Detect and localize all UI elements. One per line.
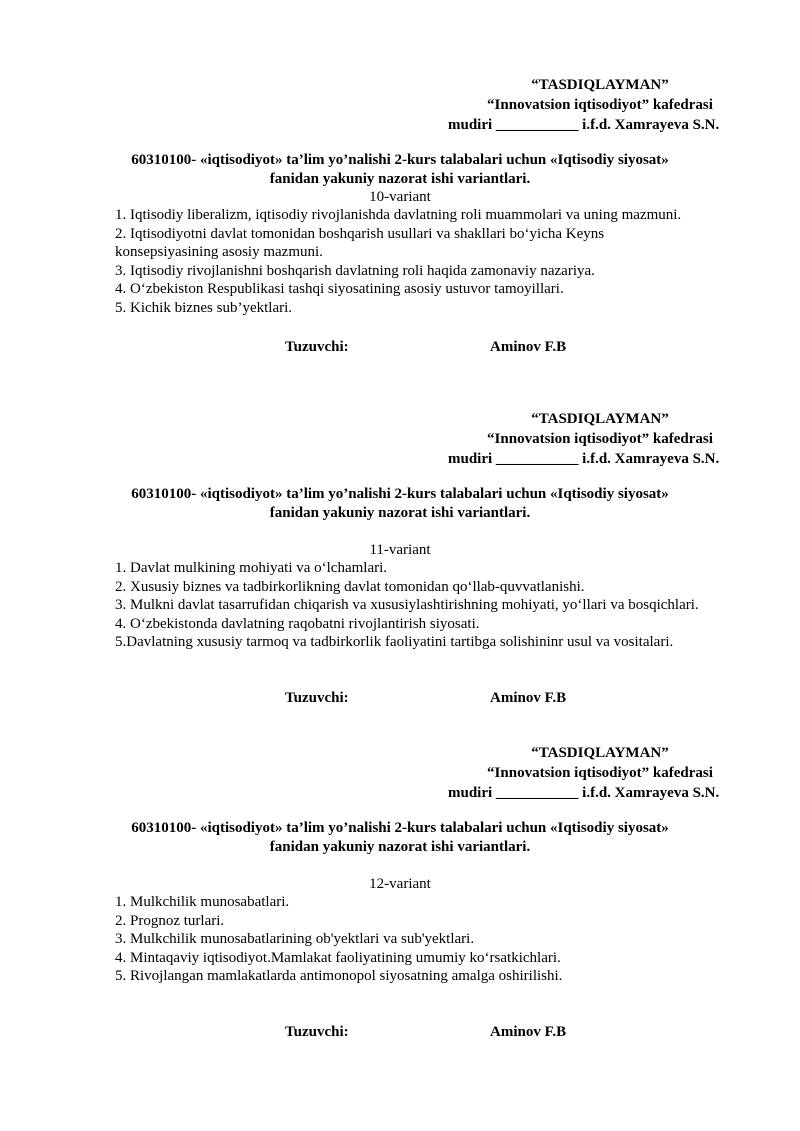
approval-block <box>420 409 780 469</box>
question-item: 4. Mintaqaviy iqtisodiyot.Mamlakat faoliyatining umumiy ko‘rsatkichlari. <box>115 949 561 966</box>
signer-role: Tuzuvchi: <box>285 690 349 706</box>
variant-label: 12-variant <box>369 876 431 892</box>
approval-head-signature: mudiri ___________ i.f.d. Xamrayeva S.N. <box>448 117 720 133</box>
approval-heading: “TASDIQLAYMAN” <box>531 77 669 93</box>
question-item: 5.Davlatning xususiy tarmoq va tadbirkorlik faoliyatini tartibga solishininr usul va vositalari. <box>115 634 674 650</box>
question-list <box>115 206 755 317</box>
question-item: 2. Iqtisodiyotni davlat tomonidan boshqarish usullari va shakllari bo‘yicha Keyns konsepsiyasining asosiy mazmuni. <box>115 225 605 260</box>
approval-head-signature: mudiri ___________ i.f.d. Xamrayeva S.N. <box>448 785 720 801</box>
variant-label: 10-variant <box>369 189 431 205</box>
question-item: 2. Xususiy biznes va tadbirkorlikning davlat tomonidan qo‘llab-quvvatlanishi. <box>115 578 585 595</box>
title-line-2: fanidan yakuniy nazorat ishi variantlari. <box>269 839 531 855</box>
signer-name: Aminov F.B <box>490 1024 567 1040</box>
title-line-1: 60310100- «iqtisodiyot» ta’lim yo’nalishi 2-kurs talabalari uchun «Iqtisodiy siyosat» <box>131 152 669 168</box>
question-list <box>115 893 755 986</box>
question-item: 1. Iqtisodiy liberalizm, iqtisodiy rivojlanishda davlatning roli muammolari va uning mazmuni. <box>115 207 682 223</box>
approval-department: “Innovatsion iqtisodiyot” kafedrasi <box>487 431 713 447</box>
approval-department: “Innovatsion iqtisodiyot” kafedrasi <box>487 765 713 781</box>
document-title <box>80 819 720 857</box>
approval-heading: “TASDIQLAYMAN” <box>531 745 669 761</box>
signer-role: Tuzuvchi: <box>285 1024 349 1040</box>
question-item: 3. Mulkchilik munosabatlarining ob'yektlari va sub'yektlari. <box>115 931 475 947</box>
approval-department: “Innovatsion iqtisodiyot” kafedrasi <box>487 97 713 113</box>
question-item: 4. O‘zbekiston Respublikasi tashqi siyosatining asosiy ustuvor tamoyillari. <box>115 281 564 297</box>
question-item: 1. Mulkchilik munosabatlari. <box>115 894 290 910</box>
question-list <box>115 559 775 652</box>
question-item: 3. Iqtisodiy rivojlanishni boshqarish davlatning roli haqida zamonaviy nazariya. <box>115 262 595 279</box>
document-title <box>80 151 720 189</box>
signer-role: Tuzuvchi: <box>285 339 349 355</box>
question-item: 5. Rivojlangan mamlakatlarda antimonopol siyosatning amalga oshirilishi. <box>115 968 563 984</box>
question-item: 3. Mulkni davlat tasarrufidan chiqarish va xususiylashtirishning mohiyati, yo‘llari va bosqichlari. <box>115 597 699 613</box>
variant-label: 11-variant <box>369 542 431 558</box>
title-line-2: fanidan yakuniy nazorat ishi variantlari. <box>269 171 531 187</box>
approval-heading: “TASDIQLAYMAN” <box>531 411 669 427</box>
question-item: 5. Kichik biznes sub’yektlari. <box>115 299 293 316</box>
question-item: 1. Davlat mulkining mohiyati va o‘lchamlari. <box>115 560 388 576</box>
signer-name: Aminov F.B <box>490 690 567 706</box>
approval-head-signature: mudiri ___________ i.f.d. Xamrayeva S.N. <box>448 451 720 467</box>
question-item: 4. O‘zbekistonda davlatning raqobatni rivojlantirish siyosati. <box>115 615 480 632</box>
title-line-1: 60310100- «iqtisodiyot» ta’lim yo’nalishi 2-kurs talabalari uchun «Iqtisodiy siyosat» <box>131 820 669 836</box>
question-item: 2. Prognoz turlari. <box>115 912 225 929</box>
title-line-2: fanidan yakuniy nazorat ishi variantlari. <box>269 505 531 521</box>
signer-name: Aminov F.B <box>490 339 567 355</box>
title-line-1: 60310100- «iqtisodiyot» ta’lim yo’nalishi 2-kurs talabalari uchun «Iqtisodiy siyosat» <box>131 486 669 502</box>
approval-block <box>420 743 780 803</box>
document-title <box>80 485 720 523</box>
approval-block <box>420 75 780 135</box>
